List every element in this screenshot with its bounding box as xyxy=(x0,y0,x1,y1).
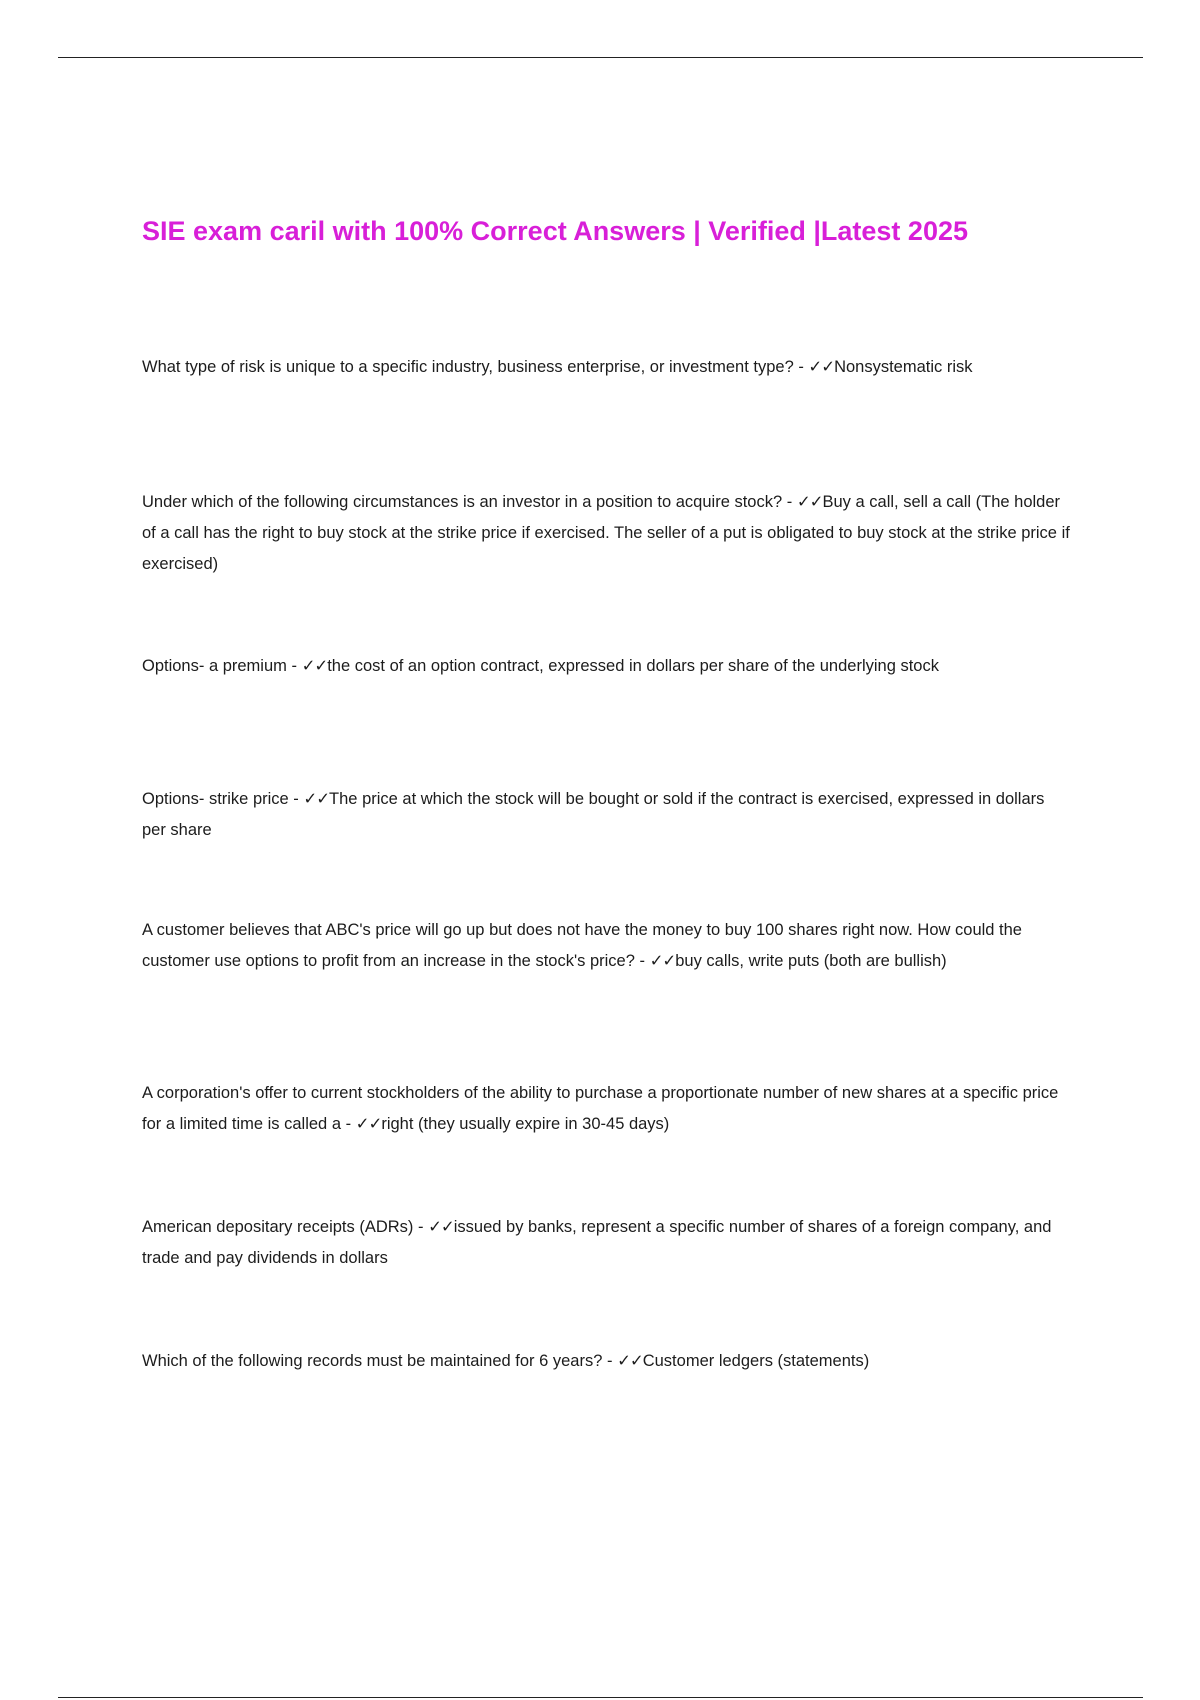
answer-text: Buy a call, sell a call (The holder of a call has the right to buy stock at the strike price if exercised. The seller of a put is obligated to buy stock at the strike price if exercised) xyxy=(142,493,1070,573)
double-check-icon: ✓✓ xyxy=(808,358,835,376)
question-text: Options- strike price xyxy=(142,790,289,808)
question-text: Which of the following records must be maintained for 6 years? xyxy=(142,1352,603,1370)
double-check-icon: ✓✓ xyxy=(796,493,823,511)
double-check-icon: ✓✓ xyxy=(428,1218,454,1236)
separator: - xyxy=(413,1218,429,1236)
question-text: A customer believes that ABC's price will go up but does not have the money to buy 100 shares right now. How could the customer use options to profit from an increase in the stock's price? xyxy=(142,921,1022,970)
question-text: Under which of the following circumstances is an investor in a position to acquire stock? xyxy=(142,493,783,511)
answer-text: Nonsystematic risk xyxy=(834,358,973,376)
qa-item xyxy=(142,784,1072,846)
answer-text: issued by banks, represent a specific number of shares of a foreign company, and trade and pay dividends in dollars xyxy=(142,1218,1052,1267)
double-check-icon: ✓✓ xyxy=(355,1115,382,1133)
question-text: A corporation's offer to current stockholders of the ability to purchase a proportionate number of new shares at a specific price for a limited time is called a xyxy=(142,1084,1059,1133)
separator: - xyxy=(793,358,809,376)
double-check-icon: ✓✓ xyxy=(649,952,676,970)
answer-text: The price at which the stock will be bought or sold if the contract is exercised, expressed in dollars per share xyxy=(142,790,1045,839)
separator: - xyxy=(341,1115,356,1133)
qa-item xyxy=(142,352,1072,383)
qa-item xyxy=(142,915,1072,977)
bottom-divider xyxy=(58,1697,1143,1698)
separator: - xyxy=(634,952,650,970)
qa-item xyxy=(142,1346,1072,1377)
qa-item xyxy=(142,487,1072,580)
qa-item xyxy=(142,651,1072,682)
separator: - xyxy=(782,493,797,511)
double-check-icon: ✓✓ xyxy=(303,790,330,808)
answer-text: the cost of an option contract, expressed in dollars per share of the underlying stock xyxy=(327,657,939,675)
answer-text: Customer ledgers (statements) xyxy=(642,1352,870,1370)
separator: - xyxy=(602,1352,618,1370)
document-title: SIE exam caril with 100% Correct Answers | Verified |Latest 2025 xyxy=(142,216,968,246)
separator: - xyxy=(288,790,304,808)
double-check-icon: ✓✓ xyxy=(617,1352,643,1370)
qa-item xyxy=(142,1212,1072,1274)
question-text: What type of risk is unique to a specific industry, business enterprise, or investment type? xyxy=(142,358,794,376)
separator: - xyxy=(286,657,302,675)
double-check-icon: ✓✓ xyxy=(301,657,328,675)
top-divider xyxy=(58,57,1143,58)
answer-text: buy calls, write puts (both are bullish) xyxy=(675,952,947,970)
answer-text: right (they usually expire in 30-45 days) xyxy=(381,1115,670,1133)
qa-item xyxy=(142,1078,1072,1140)
question-text: American depositary receipts (ADRs) xyxy=(142,1218,414,1236)
question-text: Options- a premium xyxy=(142,657,287,675)
